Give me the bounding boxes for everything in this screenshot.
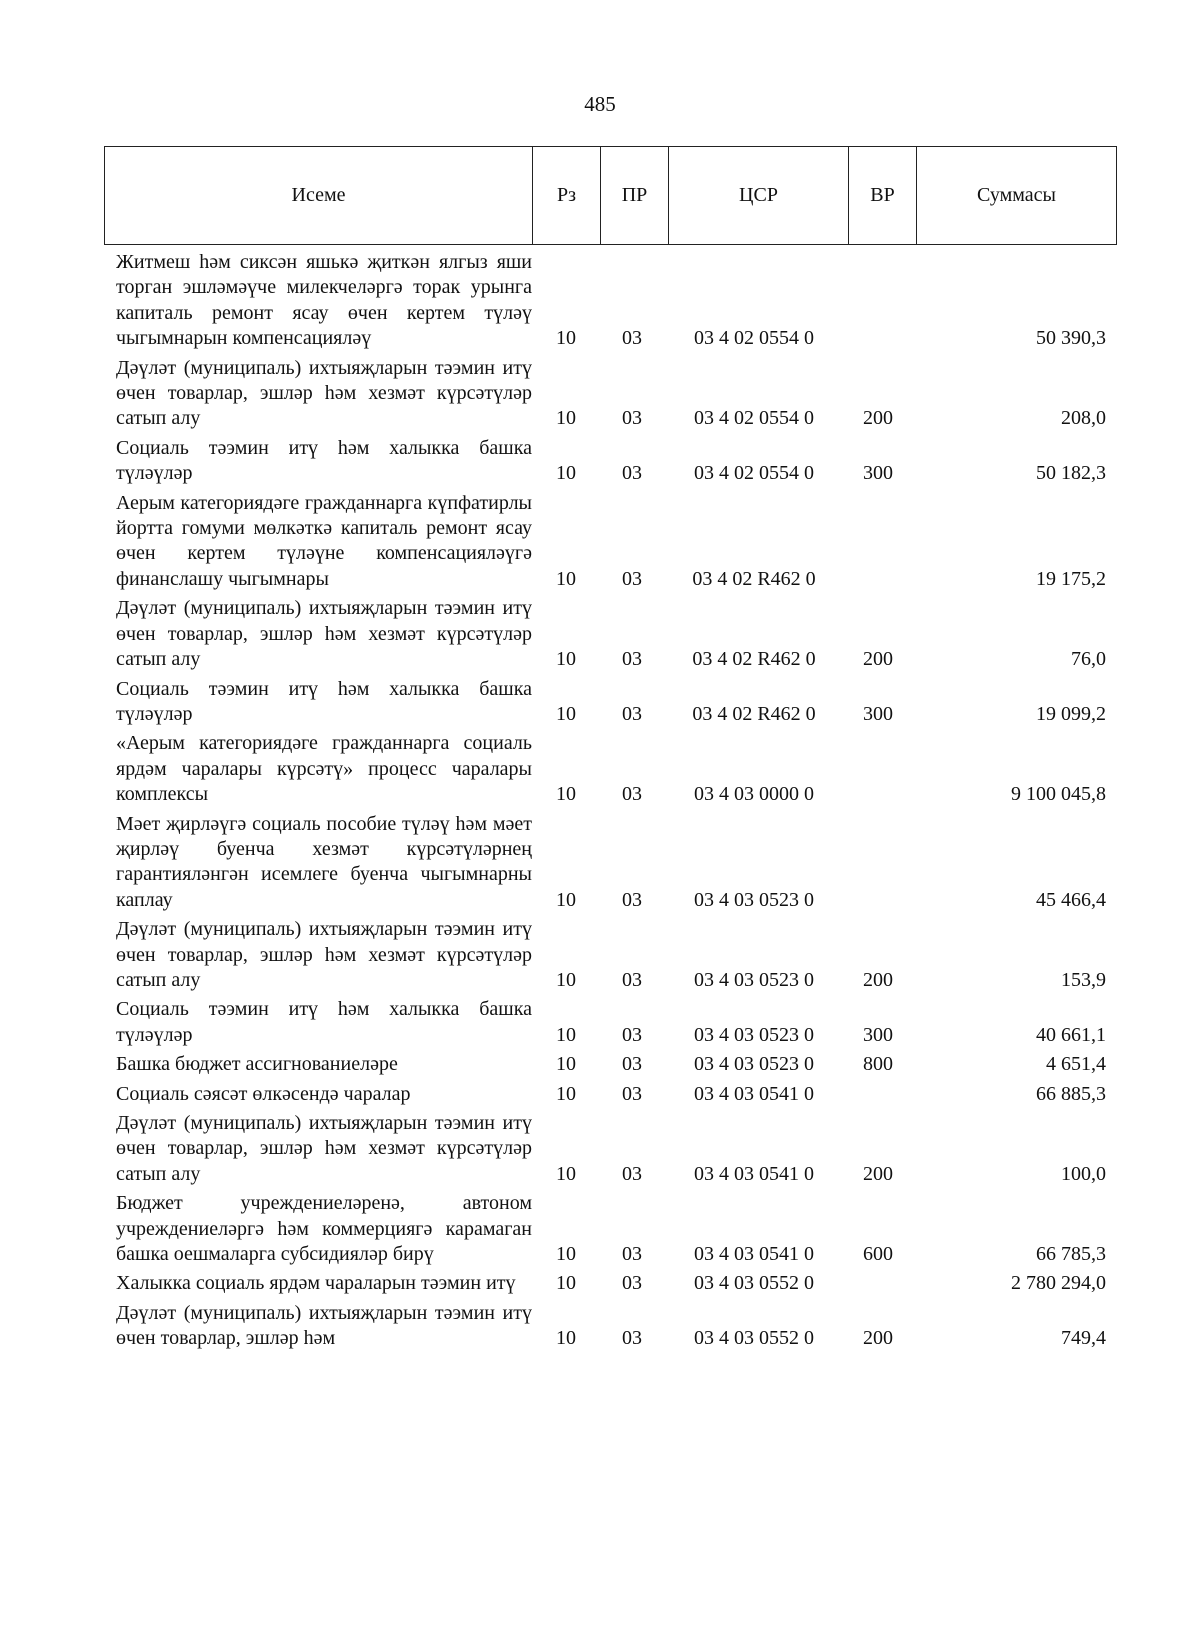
row-name: Житмеш һәм сиксән яшькә җиткән ялгыз яши торган эшләмәүче милекчеләргә торак урынга капиталь ремонт ясау өчен кертем түләү чыгымнарын компенсацияләү [116,251,532,350]
row-csr: 03 4 03 0523 0 [694,1023,814,1046]
table-row [104,250,1116,352]
row-sum: 66 785,3 [1036,1243,1106,1266]
table-row [104,1052,1116,1077]
row-name: Дәүләт (муниципаль) ихтыяҗларын тәэмин итү өчен товарлар, эшләр һәм [116,1301,532,1350]
row-pr: 03 [622,648,642,671]
row-csr: 03 4 03 0523 0 [694,888,814,911]
row-rz: 10 [556,1082,576,1105]
table-row [104,731,1116,807]
row-csr: 03 4 03 0541 0 [694,1082,814,1105]
row-rz: 10 [556,1272,576,1295]
row-rz: 10 [556,407,576,430]
row-sum: 4 651,4 [1046,1053,1106,1076]
table-row [104,997,1116,1048]
row-csr: 03 4 02 R462 0 [692,648,816,671]
table-row [104,436,1116,487]
row-sum: 66 885,3 [1036,1082,1106,1105]
row-pr: 03 [622,1023,642,1046]
header-name: Исеме [105,147,533,245]
row-pr: 03 [622,462,642,485]
row-name: Бюджет учреждениеләренә, автоном учреждениеләргә һәм коммерциягә карамаган башка оешмаларга субсидияләр бирү [116,1192,532,1266]
row-csr: 03 4 02 0554 0 [694,327,814,350]
header-sum: Суммасы [917,147,1117,245]
row-pr: 03 [622,1272,642,1295]
row-pr: 03 [622,327,642,350]
row-rz: 10 [556,888,576,911]
row-name: Социаль сәясәт өлкәсендә чаралар [116,1082,411,1105]
row-pr: 03 [622,968,642,991]
row-csr: 03 4 03 0541 0 [694,1243,814,1266]
table-row [104,596,1116,672]
row-pr: 03 [622,783,642,806]
row-name: Социаль тәэмин итү һәм халыкка башка түләүләр [116,998,532,1046]
table-row [104,1271,1116,1296]
row-vr: 600 [863,1243,893,1266]
row-vr: 300 [863,702,893,725]
table-row [104,1191,1116,1267]
row-rz: 10 [556,968,576,991]
row-name: Дәүләт (муниципаль) ихтыяҗларын тәэмин итү өчен товарлар, эшләр һәм хезмәт күрсәтүләр сатып алу [116,1112,532,1185]
row-name: Халыкка социаль ярдәм чараларын тәэмин итү [116,1272,516,1295]
row-rz: 10 [556,1053,576,1076]
row-sum: 749,4 [1061,1327,1106,1350]
row-rz: 10 [556,1243,576,1266]
table-row [104,677,1116,728]
header-pr: ПР [601,147,669,245]
row-rz: 10 [556,567,576,590]
row-pr: 03 [622,567,642,590]
row-vr: 200 [863,1327,893,1350]
row-rz: 10 [556,462,576,485]
table-row [104,1301,1116,1352]
row-csr: 03 4 03 0523 0 [694,968,814,991]
row-sum: 19 099,2 [1036,702,1106,725]
row-csr: 03 4 02 R462 0 [692,702,816,725]
row-csr: 03 4 03 0000 0 [694,783,814,806]
page-number: 485 [584,92,616,116]
row-name: Социаль тәэмин итү һәм халыкка башка түләүләр [116,436,532,485]
row-vr: 200 [863,407,893,430]
row-csr: 03 4 02 R462 0 [692,567,816,590]
row-csr: 03 4 03 0552 0 [694,1327,814,1350]
row-vr: 200 [863,968,893,991]
row-name: Аерым категориядәге гражданнарга күпфатирлы йортта гомуми мөлкәткә капиталь ремонт ясау өчен кертем түләүне компенсацияләүгә финанслашу чыгымнары [116,491,532,590]
row-sum: 50 182,3 [1036,462,1106,485]
row-pr: 03 [622,1082,642,1105]
row-vr: 300 [863,1023,893,1046]
row-sum: 9 100 045,8 [1011,783,1106,806]
row-csr: 03 4 03 0552 0 [694,1272,814,1295]
row-rz: 10 [556,648,576,671]
row-name: Дәүләт (муниципаль) ихтыяҗларын тәэмин итү өчен товарлар, эшләр һәм хезмәт күрсәтүләр сатып алу [116,356,532,430]
row-name: Мәет җирләүгә социаль пособие түләү һәм мәет җирләү буенча хезмәт күрсәтүләрнең гарантияләнгән исемлеге буенча чыгымнарны каплау [116,812,532,911]
table-row [104,356,1116,432]
row-name: Башка бюджет ассигнованиеләре [116,1053,398,1076]
row-sum: 2 780 294,0 [1011,1272,1106,1295]
header-rz: Рз [533,147,601,245]
table-row [104,491,1116,593]
row-name: Дәүләт (муниципаль) ихтыяҗларын тәэмин итү өчен товарлар, эшләр һәм хезмәт күрсәтүләр сатып алу [116,918,532,991]
table-row [104,1082,1116,1107]
row-rz: 10 [556,327,576,350]
table-header [104,146,1117,245]
row-sum: 19 175,2 [1036,567,1106,590]
row-pr: 03 [622,1162,642,1185]
row-csr: 03 4 03 0541 0 [694,1162,814,1185]
row-pr: 03 [622,1053,642,1076]
row-sum: 40 661,1 [1036,1023,1106,1046]
header-csr: ЦСР [669,147,849,245]
row-csr: 03 4 02 0554 0 [694,407,814,430]
row-sum: 153,9 [1061,968,1106,991]
row-name: «Аерым категориядәге гражданнарга социаль ярдәм чаралары күрсәтү» процесс чаралары комплексы [116,732,532,806]
row-rz: 10 [556,1023,576,1046]
row-rz: 10 [556,1327,576,1350]
row-rz: 10 [556,702,576,725]
row-pr: 03 [622,1243,642,1266]
row-sum: 45 466,4 [1036,888,1106,911]
row-sum: 50 390,3 [1036,327,1106,350]
row-vr: 300 [863,462,893,485]
row-pr: 03 [622,1327,642,1350]
row-sum: 208,0 [1061,407,1106,430]
row-name: Дәүләт (муниципаль) ихтыяҗларын тәэмин итү өчен товарлар, эшләр һәм хезмәт күрсәтүләр сатып алу [116,597,532,671]
row-pr: 03 [622,407,642,430]
row-csr: 03 4 03 0523 0 [694,1053,814,1076]
row-sum: 76,0 [1071,648,1106,671]
row-pr: 03 [622,702,642,725]
table-row [104,1111,1116,1187]
row-vr: 200 [863,1162,893,1185]
row-vr: 200 [863,648,893,671]
row-rz: 10 [556,1162,576,1185]
table-body [104,250,1116,1356]
table-row [104,812,1116,914]
row-rz: 10 [556,783,576,806]
row-sum: 100,0 [1061,1162,1106,1185]
row-pr: 03 [622,888,642,911]
row-vr: 800 [863,1053,893,1076]
row-csr: 03 4 02 0554 0 [694,462,814,485]
row-name: Социаль тәэмин итү һәм халыкка башка түләүләр [116,677,532,725]
table-row [104,917,1116,993]
header-vr: ВР [849,147,917,245]
